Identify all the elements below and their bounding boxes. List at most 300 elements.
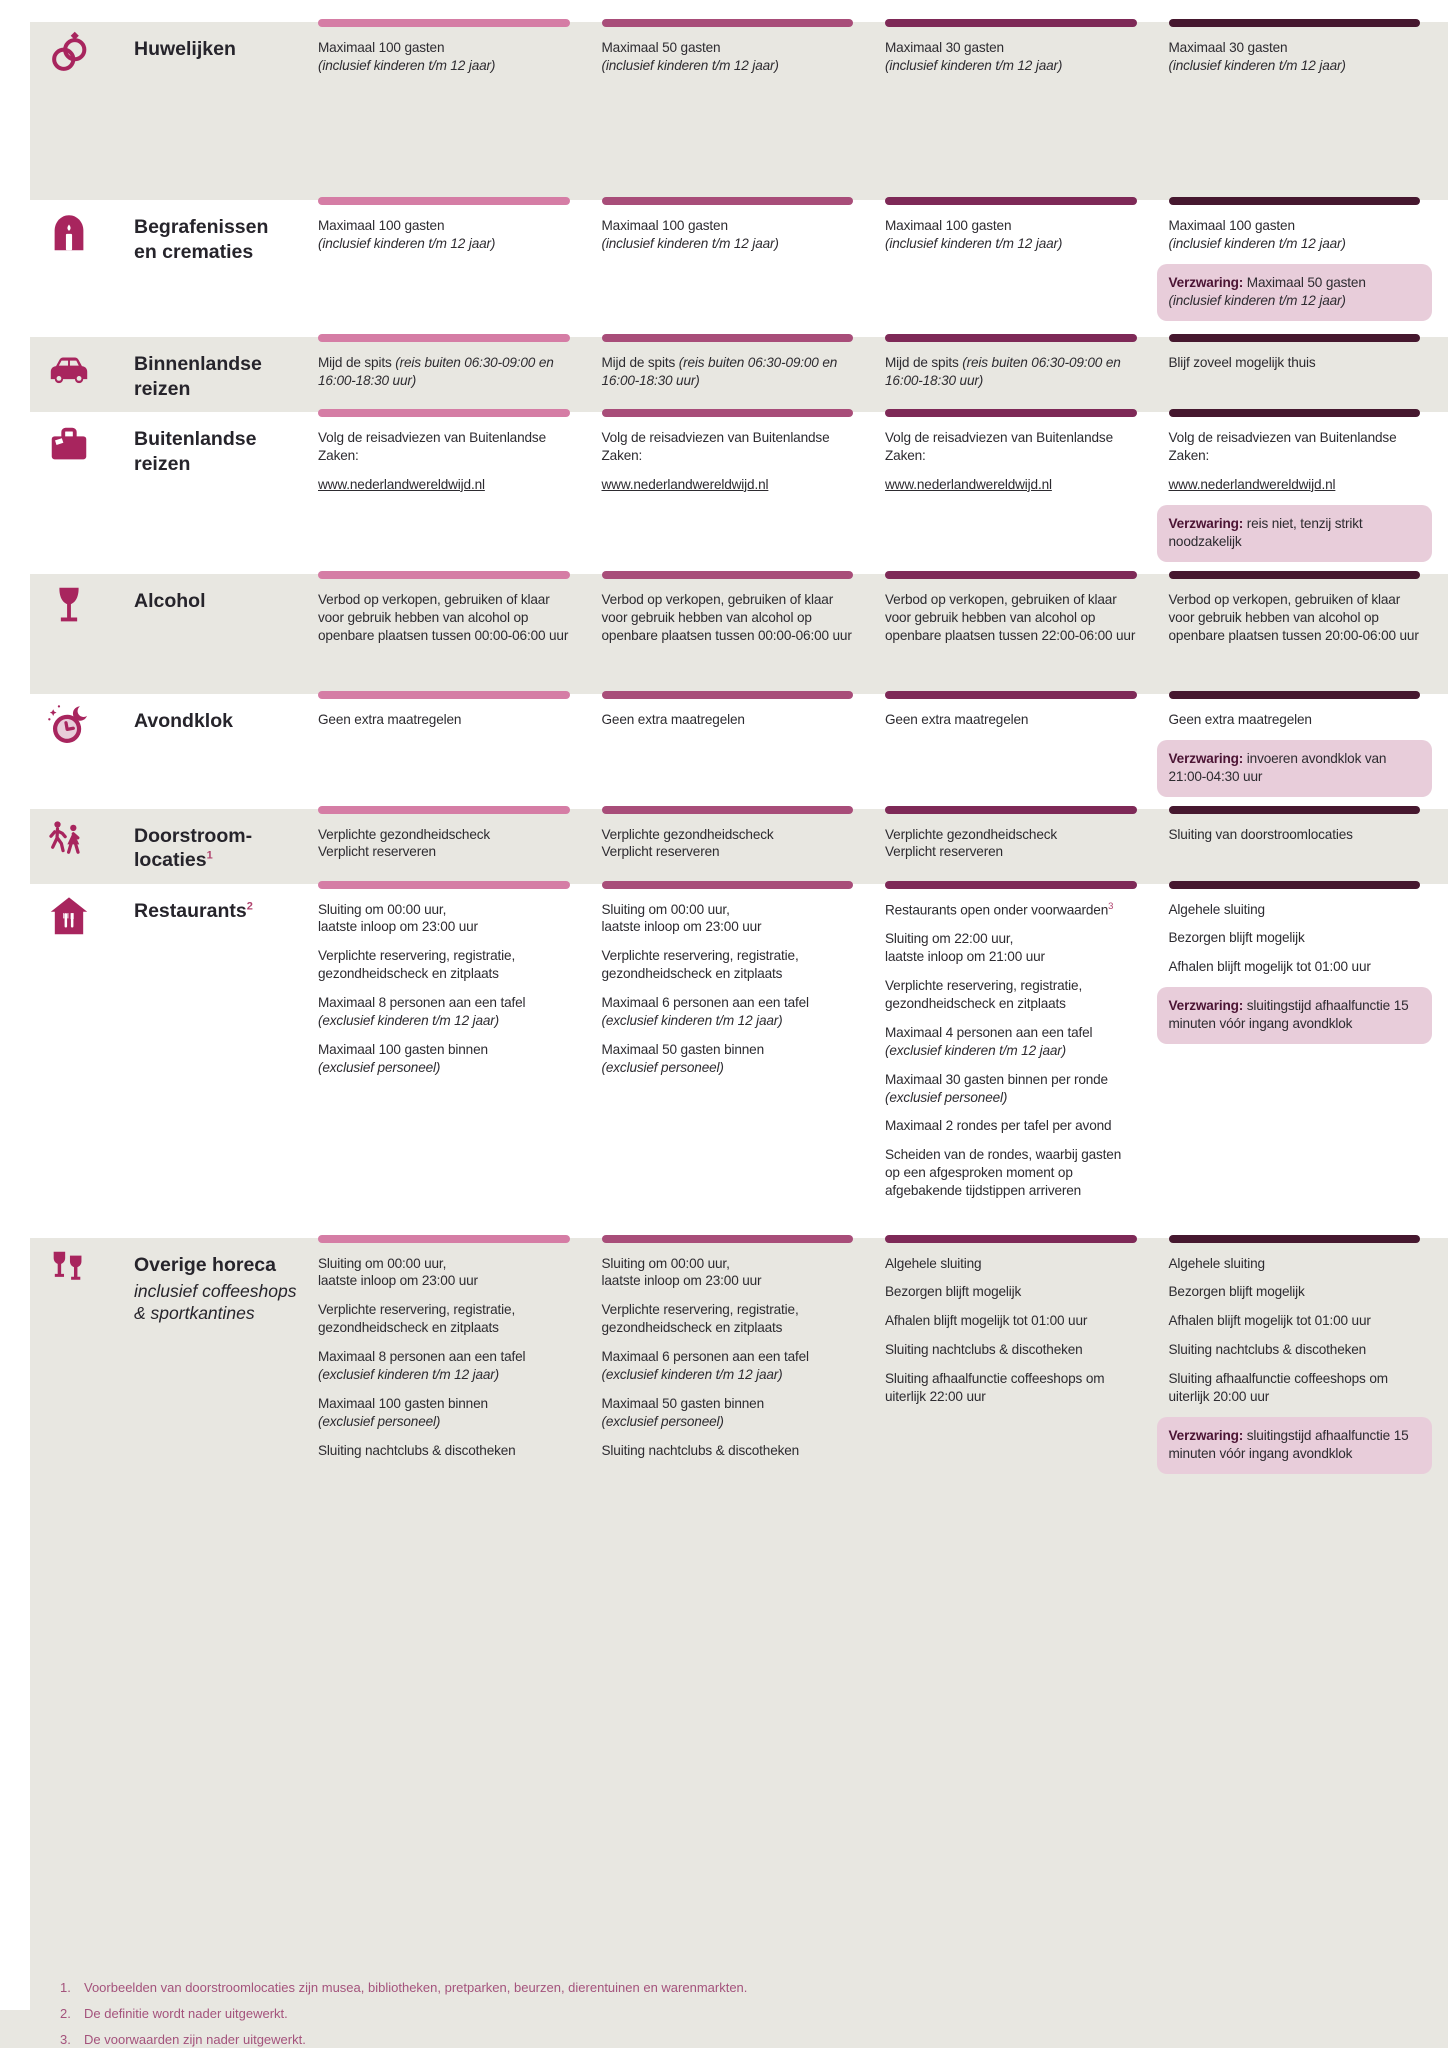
measure-text-segment: Sluiting afhaalfunctie coffeeshops om uiterlijk 20:00 uur <box>1168 1371 1388 1405</box>
measure-text-segment: Maximaal 100 gasten <box>318 40 445 55</box>
category-title <box>134 215 286 264</box>
measure-text <box>602 826 854 862</box>
measure-text <box>885 1117 1137 1135</box>
measure-text <box>318 217 570 253</box>
measure-text-italic: (inclusief kinderen t/m 12 jaar) <box>1168 235 1346 251</box>
measure-text-segment: Maximaal 8 personen aan een tafel <box>318 1349 526 1365</box>
category-label-cell <box>134 412 286 574</box>
measure-text-segment: Bezorgen blijft mogelijk <box>1168 1284 1305 1300</box>
risk-level-bar <box>885 691 1137 699</box>
measure-text <box>318 994 570 1030</box>
measure-text <box>602 994 854 1030</box>
measure-text <box>318 429 570 465</box>
measure-text-segment: Maximaal 50 gasten <box>601 40 721 55</box>
measure-text <box>885 1255 1137 1273</box>
measure-cell <box>885 1238 1137 1505</box>
measure-text-segment: Verplichte reservering, registratie, gezondheidscheck en zitplaats <box>601 948 799 982</box>
drinks-icon <box>46 1238 102 1505</box>
category-title <box>134 899 286 924</box>
measure-text-segment: Maximaal 100 gasten <box>601 218 728 233</box>
measure-text <box>1169 1370 1421 1406</box>
measure-text-segment: Verplichte reservering, registratie, gezondheidscheck en zitplaats <box>601 1302 799 1336</box>
measure-text-segment: Volg de reisadviezen van Buitenlandse Zaken: <box>601 430 830 463</box>
verzwaring-label: Verzwaring: <box>1168 1428 1244 1444</box>
table-row-overige-horeca <box>30 1238 1448 1505</box>
measure-text-segment: Geen extra maatregelen <box>1168 711 1312 727</box>
measure-cell <box>885 574 1137 694</box>
measure-text <box>318 1442 570 1460</box>
measure-text-italic: (exclusief personeel) <box>318 1414 441 1430</box>
measure-text <box>602 217 854 253</box>
measure-text-segment: Maximaal 6 personen aan een tafel <box>601 995 809 1011</box>
measure-text-segment: Mijd de spits <box>318 355 396 370</box>
measure-text-segment: Verplichte gezondheidscheck <box>885 826 1058 842</box>
measure-cell <box>1169 809 1421 884</box>
footnote-number: 3. <box>60 2031 71 2047</box>
external-link[interactable]: www.nederlandwereldwijd.nl <box>885 476 1052 492</box>
measure-text-segment: Verplicht reserveren <box>318 844 436 860</box>
measure-text <box>885 1071 1137 1107</box>
risk-level-bar <box>318 409 570 417</box>
measure-text-segment: reis niet, tenzij strikt noodzakelijk <box>1168 515 1363 549</box>
table-row-huwelijken <box>30 22 1448 200</box>
risk-level-bar <box>1169 571 1421 579</box>
measure-cell <box>318 574 570 694</box>
footnote <box>60 2006 1408 2021</box>
footnote-marker: 2 <box>246 900 253 912</box>
category-label-cell <box>134 1238 297 1505</box>
risk-level-bar <box>885 19 1137 27</box>
measure-text <box>1169 826 1421 844</box>
measure-text-segment: Sluiting om 00:00 uur, <box>318 901 447 917</box>
measure-text-segment: Sluiting om 00:00 uur, <box>601 901 730 917</box>
measure-text-segment: Restaurants open onder voorwaarden <box>885 902 1109 918</box>
measure-text-segment: Afhalen blijft mogelijk tot 01:00 uur <box>1168 1313 1371 1329</box>
measure-text-segment: Verplichte reservering, registratie, gezondheidscheck en zitplaats <box>318 1302 516 1336</box>
table-row-restaurants <box>30 884 1448 1238</box>
measure-text <box>602 901 854 937</box>
footnotes-list <box>60 1980 1408 2047</box>
measures-table <box>0 22 1448 1505</box>
risk-level-bar <box>885 881 1137 889</box>
measure-text-segment: Maximaal 4 personen aan een tafel <box>885 1024 1093 1040</box>
measure-text <box>1169 1341 1421 1359</box>
measure-text-segment: Maximaal 100 gasten <box>885 218 1012 233</box>
measure-text <box>885 826 1137 862</box>
risk-level-bar <box>602 197 854 205</box>
measure-text-segment: sluitingstijd afhaalfunctie 15 minuten vóór ingang avondklok <box>1168 998 1409 1032</box>
footnote-text: Voorbeelden van doorstroomlocaties zijn musea, bibliotheken, pretparken, beurzen, dierentuinen en warenmarkten. <box>84 1979 748 1995</box>
measure-text <box>885 901 1137 919</box>
measure-text-segment: Verplicht reserveren <box>885 844 1003 860</box>
risk-level-bar <box>1169 881 1421 889</box>
measure-cell <box>885 412 1137 574</box>
measure-text-segment: Verbod op verkopen, gebruiken of klaar voor gebruik hebben van alcohol op openbare plaatsen tussen 00:00-06:00 uur <box>318 591 569 643</box>
measure-cell <box>885 200 1137 337</box>
measure-text-segment: Sluiting nachtclubs & discotheken <box>318 1443 516 1458</box>
risk-level-bar <box>318 197 570 205</box>
verzwaring-label: Verzwaring: <box>1168 750 1244 766</box>
measure-text-italic: (inclusief kinderen t/m 12 jaar) <box>1168 57 1346 73</box>
risk-level-bar <box>1169 806 1421 814</box>
measure-cell <box>1169 22 1421 200</box>
measure-text-italic: (exclusief kinderen t/m 12 jaar) <box>601 1367 783 1383</box>
measure-text-segment: Maximaal 2 rondes per tafel per avond <box>885 1118 1112 1134</box>
measure-text-italic: (exclusief personeel) <box>601 1414 724 1430</box>
measure-text <box>885 1312 1137 1330</box>
measure-text <box>885 476 1137 494</box>
risk-level-bar <box>318 19 570 27</box>
category-title-line: en crematies <box>134 240 254 263</box>
risk-level-bar <box>1169 409 1421 417</box>
measure-text-italic: (inclusief kinderen t/m 12 jaar) <box>318 235 496 251</box>
measure-text-italic: (inclusief kinderen t/m 12 jaar) <box>885 235 1063 251</box>
measure-text <box>885 1283 1137 1301</box>
measure-text <box>885 977 1137 1013</box>
night-clock-icon <box>46 694 102 809</box>
measure-text <box>318 901 570 937</box>
measure-text-segment: Maximaal 50 gasten binnen <box>601 1396 765 1412</box>
measure-cell <box>1169 884 1421 1238</box>
wedding-rings-icon <box>46 22 102 200</box>
table-row-begrafenissen-en-crematies <box>30 200 1448 337</box>
risk-level-bar <box>318 806 570 814</box>
measure-text <box>318 354 570 390</box>
measure-text-segment: Verbod op verkopen, gebruiken of klaar voor gebruik hebben van alcohol op openbare plaatsen tussen 22:00-06:00 uur <box>885 591 1136 643</box>
measure-text-segment: Verbod op verkopen, gebruiken of klaar voor gebruik hebben van alcohol op openbare plaatsen tussen 00:00-06:00 uur <box>601 591 852 643</box>
measure-text-segment: Mijd de spits <box>601 355 679 370</box>
measure-cell <box>885 22 1137 200</box>
measure-text-italic: (exclusief personeel) <box>318 1060 441 1076</box>
footnote-number: 2. <box>60 2005 71 2021</box>
category-title-line: Buitenlandse <box>134 428 257 450</box>
measure-text-segment: Maximaal 100 gasten <box>318 218 445 233</box>
funeral-icon <box>46 200 102 337</box>
measure-text <box>885 39 1137 75</box>
measure-cell <box>1169 1238 1421 1505</box>
measure-text-segment: Maximaal 50 gasten <box>1243 274 1366 290</box>
category-label-cell <box>134 694 286 809</box>
category-title <box>134 824 286 873</box>
risk-level-bar <box>1169 197 1421 205</box>
table-row-doorstroomlocaties <box>30 809 1448 884</box>
measure-text-segment: Sluiting nachtclubs & discotheken <box>601 1443 800 1458</box>
risk-level-bar <box>602 881 854 889</box>
measure-text-segment: Bezorgen blijft mogelijk <box>885 1284 1022 1300</box>
measure-text-segment: Sluiting afhaalfunctie coffeeshops om uiterlijk 22:00 uur <box>885 1371 1105 1405</box>
measure-text <box>602 711 854 729</box>
measure-cell <box>318 22 570 200</box>
measure-text-segment: Volg de reisadviezen van Buitenlandse Zaken: <box>885 430 1113 463</box>
measure-text-segment: Volg de reisadviezen van Buitenlandse Zaken: <box>1168 430 1397 463</box>
car-icon <box>46 337 102 412</box>
suitcase-icon <box>46 412 102 574</box>
measure-text-segment: Afhalen blijft mogelijk tot 01:00 uur <box>885 1313 1088 1329</box>
measure-cell <box>1169 412 1421 574</box>
category-title-line: Doorstroom- <box>134 824 253 847</box>
measure-text-italic: (inclusief kinderen t/m 12 jaar) <box>601 57 779 73</box>
category-title-line: reizen <box>134 452 191 475</box>
risk-level-bar <box>318 691 570 699</box>
measure-text-segment: Maximaal 8 personen aan een tafel <box>318 995 526 1011</box>
measure-text <box>318 476 570 494</box>
category-title <box>134 427 286 476</box>
measure-text-segment: Sluiting nachtclubs & discotheken <box>1168 1342 1367 1358</box>
measure-text <box>602 1442 854 1460</box>
measure-text <box>885 711 1137 729</box>
table-row-alcohol <box>30 574 1448 694</box>
risk-level-bar <box>318 1235 570 1243</box>
footnote <box>60 1980 1408 1995</box>
measure-text <box>318 39 570 75</box>
measure-text-segment: Mijd de spits <box>885 355 963 370</box>
measure-cell <box>602 1238 854 1505</box>
risk-level-bar <box>1169 19 1421 27</box>
measure-text-segment: Sluiting om 00:00 uur, <box>601 1255 730 1271</box>
measure-text-italic: (exclusief kinderen t/m 12 jaar) <box>885 1042 1067 1058</box>
verzwaring-badge <box>1157 1417 1433 1474</box>
measure-text-segment: Sluiting van doorstroomlocaties <box>1168 826 1353 842</box>
measure-text-italic: (inclusief kinderen t/m 12 jaar) <box>1168 292 1346 308</box>
measure-text <box>885 1024 1137 1060</box>
category-title <box>134 589 286 614</box>
measure-cell <box>602 22 854 200</box>
measure-text <box>602 39 854 75</box>
measure-cell <box>318 412 570 574</box>
measure-text <box>318 947 570 983</box>
measure-text <box>1169 929 1421 947</box>
measure-cell <box>318 694 570 809</box>
measure-text-segment: Maximaal 30 gasten <box>1168 40 1288 55</box>
measure-text <box>602 354 854 390</box>
measure-text-segment: Geen extra maatregelen <box>601 711 745 727</box>
measure-text <box>602 591 854 645</box>
category-label-cell <box>134 809 286 884</box>
measure-cell <box>1169 337 1421 412</box>
table-row-buitenlandse-reizen <box>30 412 1448 574</box>
measure-text <box>885 1341 1137 1359</box>
measure-text <box>885 1370 1137 1406</box>
measure-text-italic: (reis buiten 06:30-09:00 en 16:00-18:30 uur) <box>318 355 554 388</box>
category-title <box>134 352 286 401</box>
measure-text <box>885 591 1137 645</box>
category-subtitle-line: inclusief coffeeshops <box>134 1281 297 1302</box>
measure-cell <box>602 412 854 574</box>
risk-level-bar <box>885 409 1137 417</box>
measure-text-segment: Verplicht reserveren <box>601 844 720 860</box>
measure-text <box>318 1395 570 1431</box>
wine-glass-icon <box>46 574 102 694</box>
category-title <box>134 709 286 734</box>
measure-cell <box>602 337 854 412</box>
category-subtitle-line: & sportkantines <box>134 1303 255 1324</box>
category-label-cell <box>134 200 286 337</box>
measure-text <box>1169 354 1421 372</box>
measure-text-segment: Scheiden van de rondes, waarbij gasten op een afgesproken moment op afgebakende tijdstippen arriveren <box>885 1147 1122 1199</box>
measure-text <box>602 1255 854 1291</box>
measure-text-italic: (inclusief kinderen t/m 12 jaar) <box>318 57 496 73</box>
risk-level-bar <box>602 571 854 579</box>
measure-text-segment: Algehele sluiting <box>1168 1255 1265 1271</box>
measure-text <box>1169 39 1421 75</box>
measure-text-segment: Maximaal 30 gasten <box>885 40 1004 55</box>
measure-text <box>1169 591 1421 645</box>
measure-text <box>602 947 854 983</box>
measure-text-segment: Verbod op verkopen, gebruiken of klaar voor gebruik hebben van alcohol op openbare plaatsen tussen 20:00-06:00 uur <box>1168 591 1419 643</box>
category-label-cell <box>134 884 286 1238</box>
risk-level-bar <box>885 1235 1137 1243</box>
measure-text-segment: Maximaal 6 personen aan een tafel <box>601 1349 809 1365</box>
measure-text <box>1169 429 1421 465</box>
measure-text <box>885 429 1137 465</box>
category-label-cell <box>134 574 286 694</box>
measure-text-segment: laatste inloop om 23:00 uur <box>601 919 762 935</box>
risk-level-bar <box>1169 1235 1421 1243</box>
category-subtitle <box>134 1280 297 1325</box>
measure-text-segment: Maximaal 100 gasten binnen <box>318 1396 488 1412</box>
footnote-text: De definitie wordt nader uitgewerkt. <box>84 2005 288 2021</box>
measure-text <box>885 217 1137 253</box>
measure-text <box>318 1348 570 1384</box>
measure-text-segment: Geen extra maatregelen <box>318 711 462 727</box>
verzwaring-badge <box>1157 264 1433 321</box>
footnote-marker: 3 <box>1108 900 1114 912</box>
measure-text-segment: Blijf zoveel mogelijk thuis <box>1168 355 1316 370</box>
measure-text <box>1169 217 1421 253</box>
external-link[interactable]: www.nederlandwereldwijd.nl <box>318 476 485 492</box>
risk-level-bar <box>602 691 854 699</box>
footnote <box>60 2032 1408 2047</box>
restaurant-icon <box>46 884 102 1238</box>
measure-cell <box>602 574 854 694</box>
measure-text-italic: (exclusief personeel) <box>885 1089 1008 1105</box>
measure-text <box>1169 958 1421 976</box>
measure-cell <box>1169 200 1421 337</box>
category-title-line: Restaurants <box>134 899 247 922</box>
risk-level-bar <box>885 571 1137 579</box>
measure-text <box>1169 1283 1421 1301</box>
measure-text <box>1169 901 1421 919</box>
measure-text <box>885 930 1137 966</box>
footnotes-section <box>30 1505 1448 2048</box>
measure-text <box>1169 1312 1421 1330</box>
measure-text-segment: Geen extra maatregelen <box>885 711 1029 727</box>
risk-level-bar <box>1169 691 1421 699</box>
external-link[interactable]: www.nederlandwereldwijd.nl <box>1168 476 1336 492</box>
risk-level-bar <box>602 409 854 417</box>
measure-cell <box>602 809 854 884</box>
measure-text <box>602 1301 854 1337</box>
category-title-line: Alcohol <box>134 589 206 612</box>
category-title-line: Avondklok <box>134 709 233 732</box>
category-title-line: Overige horeca <box>134 1253 276 1276</box>
footnote-number: 1. <box>60 1979 71 1995</box>
measure-text-italic: (reis buiten 06:30-09:00 en 16:00-18:30 uur) <box>885 355 1121 388</box>
measure-cell <box>318 337 570 412</box>
measure-text-segment: laatste inloop om 23:00 uur <box>318 919 478 935</box>
measure-text <box>1169 476 1421 494</box>
measure-cell <box>318 1238 570 1505</box>
footnote-marker: 1 <box>206 849 213 862</box>
verzwaring-label: Verzwaring: <box>1168 515 1244 531</box>
measure-cell <box>602 884 854 1238</box>
risk-level-bar <box>885 334 1137 342</box>
measure-cell <box>318 884 570 1238</box>
measure-text <box>318 1041 570 1077</box>
measure-text-italic: (exclusief kinderen t/m 12 jaar) <box>318 1367 500 1383</box>
table-row-binnenlandse-reizen <box>30 337 1448 412</box>
risk-level-bar <box>1169 334 1421 342</box>
category-label-cell <box>134 22 286 200</box>
measure-text-segment: Maximaal 30 gasten binnen per ronde <box>885 1071 1108 1087</box>
measure-text-segment: Afhalen blijft mogelijk tot 01:00 uur <box>1168 959 1371 975</box>
measure-text-segment: Sluiting om 00:00 uur, <box>318 1255 447 1271</box>
measure-text-segment: Algehele sluiting <box>1168 901 1265 917</box>
measure-cell <box>885 694 1137 809</box>
category-title-line: Binnenlandse <box>134 353 262 375</box>
measure-text-segment: Verplichte gezondheidscheck <box>601 826 774 842</box>
measure-cell <box>885 809 1137 884</box>
measure-text-segment: Sluiting nachtclubs & discotheken <box>885 1342 1083 1358</box>
measure-text-segment: Verplichte reservering, registratie, gezondheidscheck en zitplaats <box>318 948 516 982</box>
measure-cell <box>318 200 570 337</box>
measure-text <box>885 1146 1137 1200</box>
measure-text-segment: Verplichte gezondheidscheck <box>318 826 491 842</box>
category-title-line: Begrafenissen <box>134 216 269 238</box>
category-title-line: locaties <box>134 849 207 872</box>
measure-text-segment: laatste inloop om 23:00 uur <box>318 1273 478 1289</box>
measure-text-segment: Sluiting om 22:00 uur, <box>885 930 1014 946</box>
measure-text-italic: (exclusief kinderen t/m 12 jaar) <box>601 1013 783 1029</box>
measure-text-segment: Maximaal 100 gasten <box>1168 218 1295 233</box>
category-title-line: Huwelijken <box>134 38 236 60</box>
risk-level-bar <box>318 881 570 889</box>
measure-text-segment: laatste inloop om 23:00 uur <box>601 1273 762 1289</box>
measure-text-segment: Maximaal 100 gasten binnen <box>318 1042 488 1058</box>
measure-text-segment: Bezorgen blijft mogelijk <box>1168 930 1305 946</box>
risk-level-bar <box>885 806 1137 814</box>
measure-text <box>602 476 854 494</box>
measure-text-italic: (exclusief personeel) <box>601 1060 724 1076</box>
measure-text-segment: sluitingstijd afhaalfunctie 15 minuten vóór ingang avondklok <box>1168 1428 1409 1462</box>
verzwaring-badge <box>1157 987 1433 1044</box>
risk-level-bar <box>602 19 854 27</box>
measure-text <box>602 429 854 465</box>
table-row-avondklok <box>30 694 1448 809</box>
risk-level-bar <box>885 197 1137 205</box>
measure-text-italic: (inclusief kinderen t/m 12 jaar) <box>601 235 779 251</box>
measure-cell <box>1169 694 1421 809</box>
measure-cell <box>602 694 854 809</box>
verzwaring-badge <box>1157 740 1433 797</box>
category-title-line: reizen <box>134 377 191 400</box>
measure-text <box>318 1255 570 1291</box>
footnote-text: De voorwaarden zijn nader uitgewerkt. <box>84 2031 306 2047</box>
measure-text <box>318 1301 570 1337</box>
measure-text-segment: Verplichte reservering, registratie, gezondheidscheck en zitplaats <box>885 977 1083 1011</box>
measure-text-italic: (reis buiten 06:30-09:00 en 16:00-18:30 uur) <box>601 355 838 388</box>
category-title <box>134 1253 286 1278</box>
measure-cell <box>602 200 854 337</box>
category-title <box>134 37 286 62</box>
measure-text <box>1169 1255 1421 1273</box>
measure-text <box>318 711 570 729</box>
measure-cell <box>1169 574 1421 694</box>
risk-level-bar <box>318 334 570 342</box>
measure-text <box>318 591 570 645</box>
external-link[interactable]: www.nederlandwereldwijd.nl <box>601 476 769 492</box>
pedestrians-icon <box>46 809 102 884</box>
